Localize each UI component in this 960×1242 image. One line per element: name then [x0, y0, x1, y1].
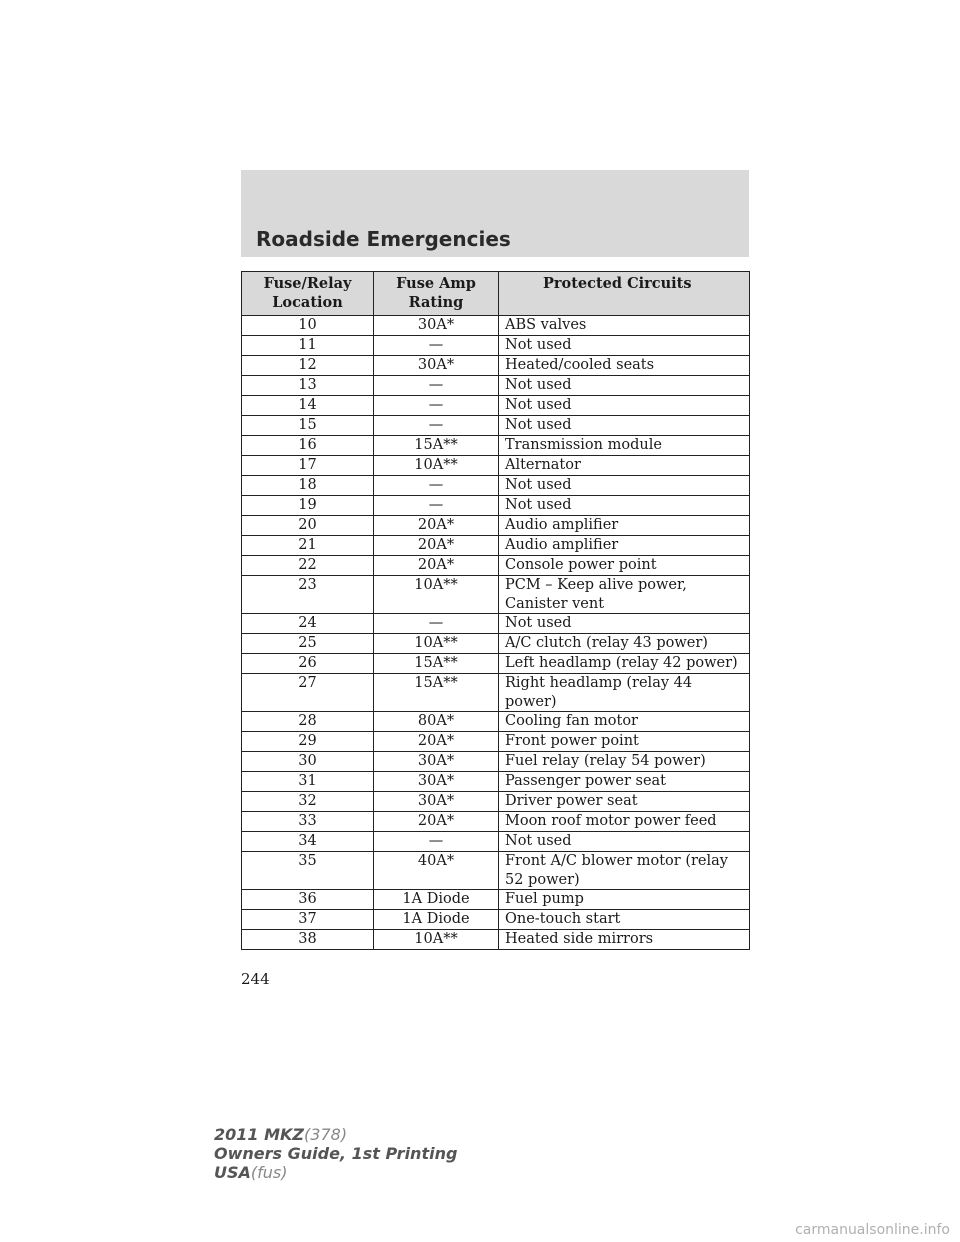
table-row: [242, 772, 750, 792]
cell-protected-circuit: PCM – Keep alive power, Canister vent: [499, 576, 750, 614]
table-row: [242, 852, 750, 890]
footer-guide: Owners Guide, 1st Printing: [214, 1144, 458, 1163]
cell-protected-circuit: Not used: [499, 476, 750, 496]
cell-protected-circuit: Fuel pump: [499, 890, 750, 910]
header-location: Fuse/Relay Location: [242, 272, 374, 316]
cell-location: 23: [242, 576, 374, 614]
cell-amp-rating: 10A**: [374, 456, 499, 476]
cell-location: 29: [242, 732, 374, 752]
cell-protected-circuit: One-touch start: [499, 910, 750, 930]
cell-amp-rating: 1A Diode: [374, 910, 499, 930]
cell-location: 20: [242, 516, 374, 536]
cell-location: 34: [242, 832, 374, 852]
section-title: Roadside Emergencies: [256, 227, 511, 251]
cell-amp-rating: 20A*: [374, 516, 499, 536]
table-row: [242, 416, 750, 436]
cell-protected-circuit: Not used: [499, 396, 750, 416]
cell-amp-rating: 30A*: [374, 772, 499, 792]
cell-location: 38: [242, 930, 374, 950]
table-row: [242, 752, 750, 772]
cell-amp-rating: 10A**: [374, 930, 499, 950]
cell-location: 13: [242, 376, 374, 396]
cell-location: 27: [242, 674, 374, 712]
cell-location: 31: [242, 772, 374, 792]
cell-protected-circuit: Front power point: [499, 732, 750, 752]
cell-amp-rating: 20A*: [374, 536, 499, 556]
cell-amp-rating: 20A*: [374, 556, 499, 576]
cell-location: 32: [242, 792, 374, 812]
cell-location: 21: [242, 536, 374, 556]
cell-protected-circuit: Audio amplifier: [499, 536, 750, 556]
cell-protected-circuit: Fuel relay (relay 54 power): [499, 752, 750, 772]
cell-location: 10: [242, 316, 374, 336]
cell-amp-rating: 1A Diode: [374, 890, 499, 910]
cell-protected-circuit: Not used: [499, 614, 750, 634]
watermark: carmanualsonline.info: [795, 1222, 950, 1238]
table-header-row: [242, 272, 750, 316]
cell-amp-rating: 20A*: [374, 812, 499, 832]
cell-protected-circuit: Transmission module: [499, 436, 750, 456]
cell-location: 15: [242, 416, 374, 436]
cell-protected-circuit: Right headlamp (relay 44 power): [499, 674, 750, 712]
table-row: [242, 890, 750, 910]
print-footer: [214, 1125, 457, 1182]
cell-location: 11: [242, 336, 374, 356]
cell-amp-rating: —: [374, 416, 499, 436]
page-number: 244: [241, 970, 270, 988]
cell-protected-circuit: Alternator: [499, 456, 750, 476]
cell-location: 14: [242, 396, 374, 416]
cell-location: 25: [242, 634, 374, 654]
table-row: [242, 516, 750, 536]
cell-amp-rating: 20A*: [374, 732, 499, 752]
table-row: [242, 476, 750, 496]
footer-market-code: (fus): [250, 1163, 288, 1182]
cell-protected-circuit: Not used: [499, 832, 750, 852]
cell-location: 33: [242, 812, 374, 832]
cell-protected-circuit: Not used: [499, 496, 750, 516]
table-row: [242, 930, 750, 950]
cell-protected-circuit: Driver power seat: [499, 792, 750, 812]
cell-protected-circuit: Heated side mirrors: [499, 930, 750, 950]
cell-protected-circuit: Audio amplifier: [499, 516, 750, 536]
cell-amp-rating: 30A*: [374, 792, 499, 812]
table-row: [242, 654, 750, 674]
table-row: [242, 732, 750, 752]
cell-protected-circuit: ABS valves: [499, 316, 750, 336]
table-row: [242, 792, 750, 812]
cell-location: 17: [242, 456, 374, 476]
cell-protected-circuit: A/C clutch (relay 43 power): [499, 634, 750, 654]
table-row: [242, 712, 750, 732]
footer-model: 2011 MKZ: [214, 1125, 305, 1144]
cell-location: 36: [242, 890, 374, 910]
cell-amp-rating: 10A**: [374, 634, 499, 654]
cell-protected-circuit: Left headlamp (relay 42 power): [499, 654, 750, 674]
cell-location: 24: [242, 614, 374, 634]
cell-amp-rating: 30A*: [374, 356, 499, 376]
cell-amp-rating: 15A**: [374, 674, 499, 712]
table-row: [242, 396, 750, 416]
table-row: [242, 536, 750, 556]
table-row: [242, 436, 750, 456]
footer-model-code: (378): [304, 1125, 348, 1144]
cell-location: 26: [242, 654, 374, 674]
section-banner: [241, 170, 749, 257]
table-row: [242, 674, 750, 712]
cell-protected-circuit: Not used: [499, 376, 750, 396]
table-row: [242, 576, 750, 614]
cell-location: 22: [242, 556, 374, 576]
footer-market: USA: [214, 1163, 251, 1182]
cell-location: 28: [242, 712, 374, 732]
cell-protected-circuit: Moon roof motor power feed: [499, 812, 750, 832]
header-protected-circuits: Protected Circuits: [499, 272, 750, 316]
cell-amp-rating: —: [374, 832, 499, 852]
table-body: [242, 316, 750, 950]
cell-location: 16: [242, 436, 374, 456]
table-row: [242, 456, 750, 476]
cell-amp-rating: —: [374, 476, 499, 496]
table-row: [242, 496, 750, 516]
table-row: [242, 634, 750, 654]
cell-amp-rating: 30A*: [374, 752, 499, 772]
cell-location: 12: [242, 356, 374, 376]
table-row: [242, 910, 750, 930]
cell-protected-circuit: Console power point: [499, 556, 750, 576]
cell-location: 18: [242, 476, 374, 496]
table-row: [242, 336, 750, 356]
cell-amp-rating: —: [374, 496, 499, 516]
cell-amp-rating: 15A**: [374, 436, 499, 456]
cell-protected-circuit: Heated/cooled seats: [499, 356, 750, 376]
cell-protected-circuit: Not used: [499, 416, 750, 436]
cell-amp-rating: 30A*: [374, 316, 499, 336]
table-row: [242, 812, 750, 832]
table-row: [242, 556, 750, 576]
cell-location: 19: [242, 496, 374, 516]
cell-protected-circuit: Cooling fan motor: [499, 712, 750, 732]
fuse-table: [241, 271, 750, 950]
cell-amp-rating: —: [374, 376, 499, 396]
cell-amp-rating: —: [374, 336, 499, 356]
header-amp-rating: Fuse Amp Rating: [374, 272, 499, 316]
table-row: [242, 376, 750, 396]
table-row: [242, 614, 750, 634]
cell-amp-rating: 10A**: [374, 576, 499, 614]
table-row: [242, 356, 750, 376]
cell-location: 35: [242, 852, 374, 890]
cell-location: 30: [242, 752, 374, 772]
table-row: [242, 316, 750, 336]
cell-amp-rating: 40A*: [374, 852, 499, 890]
cell-amp-rating: 80A*: [374, 712, 499, 732]
cell-protected-circuit: Front A/C blower motor (relay 52 power): [499, 852, 750, 890]
table-row: [242, 832, 750, 852]
cell-location: 37: [242, 910, 374, 930]
cell-amp-rating: —: [374, 396, 499, 416]
cell-amp-rating: 15A**: [374, 654, 499, 674]
cell-protected-circuit: Passenger power seat: [499, 772, 750, 792]
cell-amp-rating: —: [374, 614, 499, 634]
cell-protected-circuit: Not used: [499, 336, 750, 356]
